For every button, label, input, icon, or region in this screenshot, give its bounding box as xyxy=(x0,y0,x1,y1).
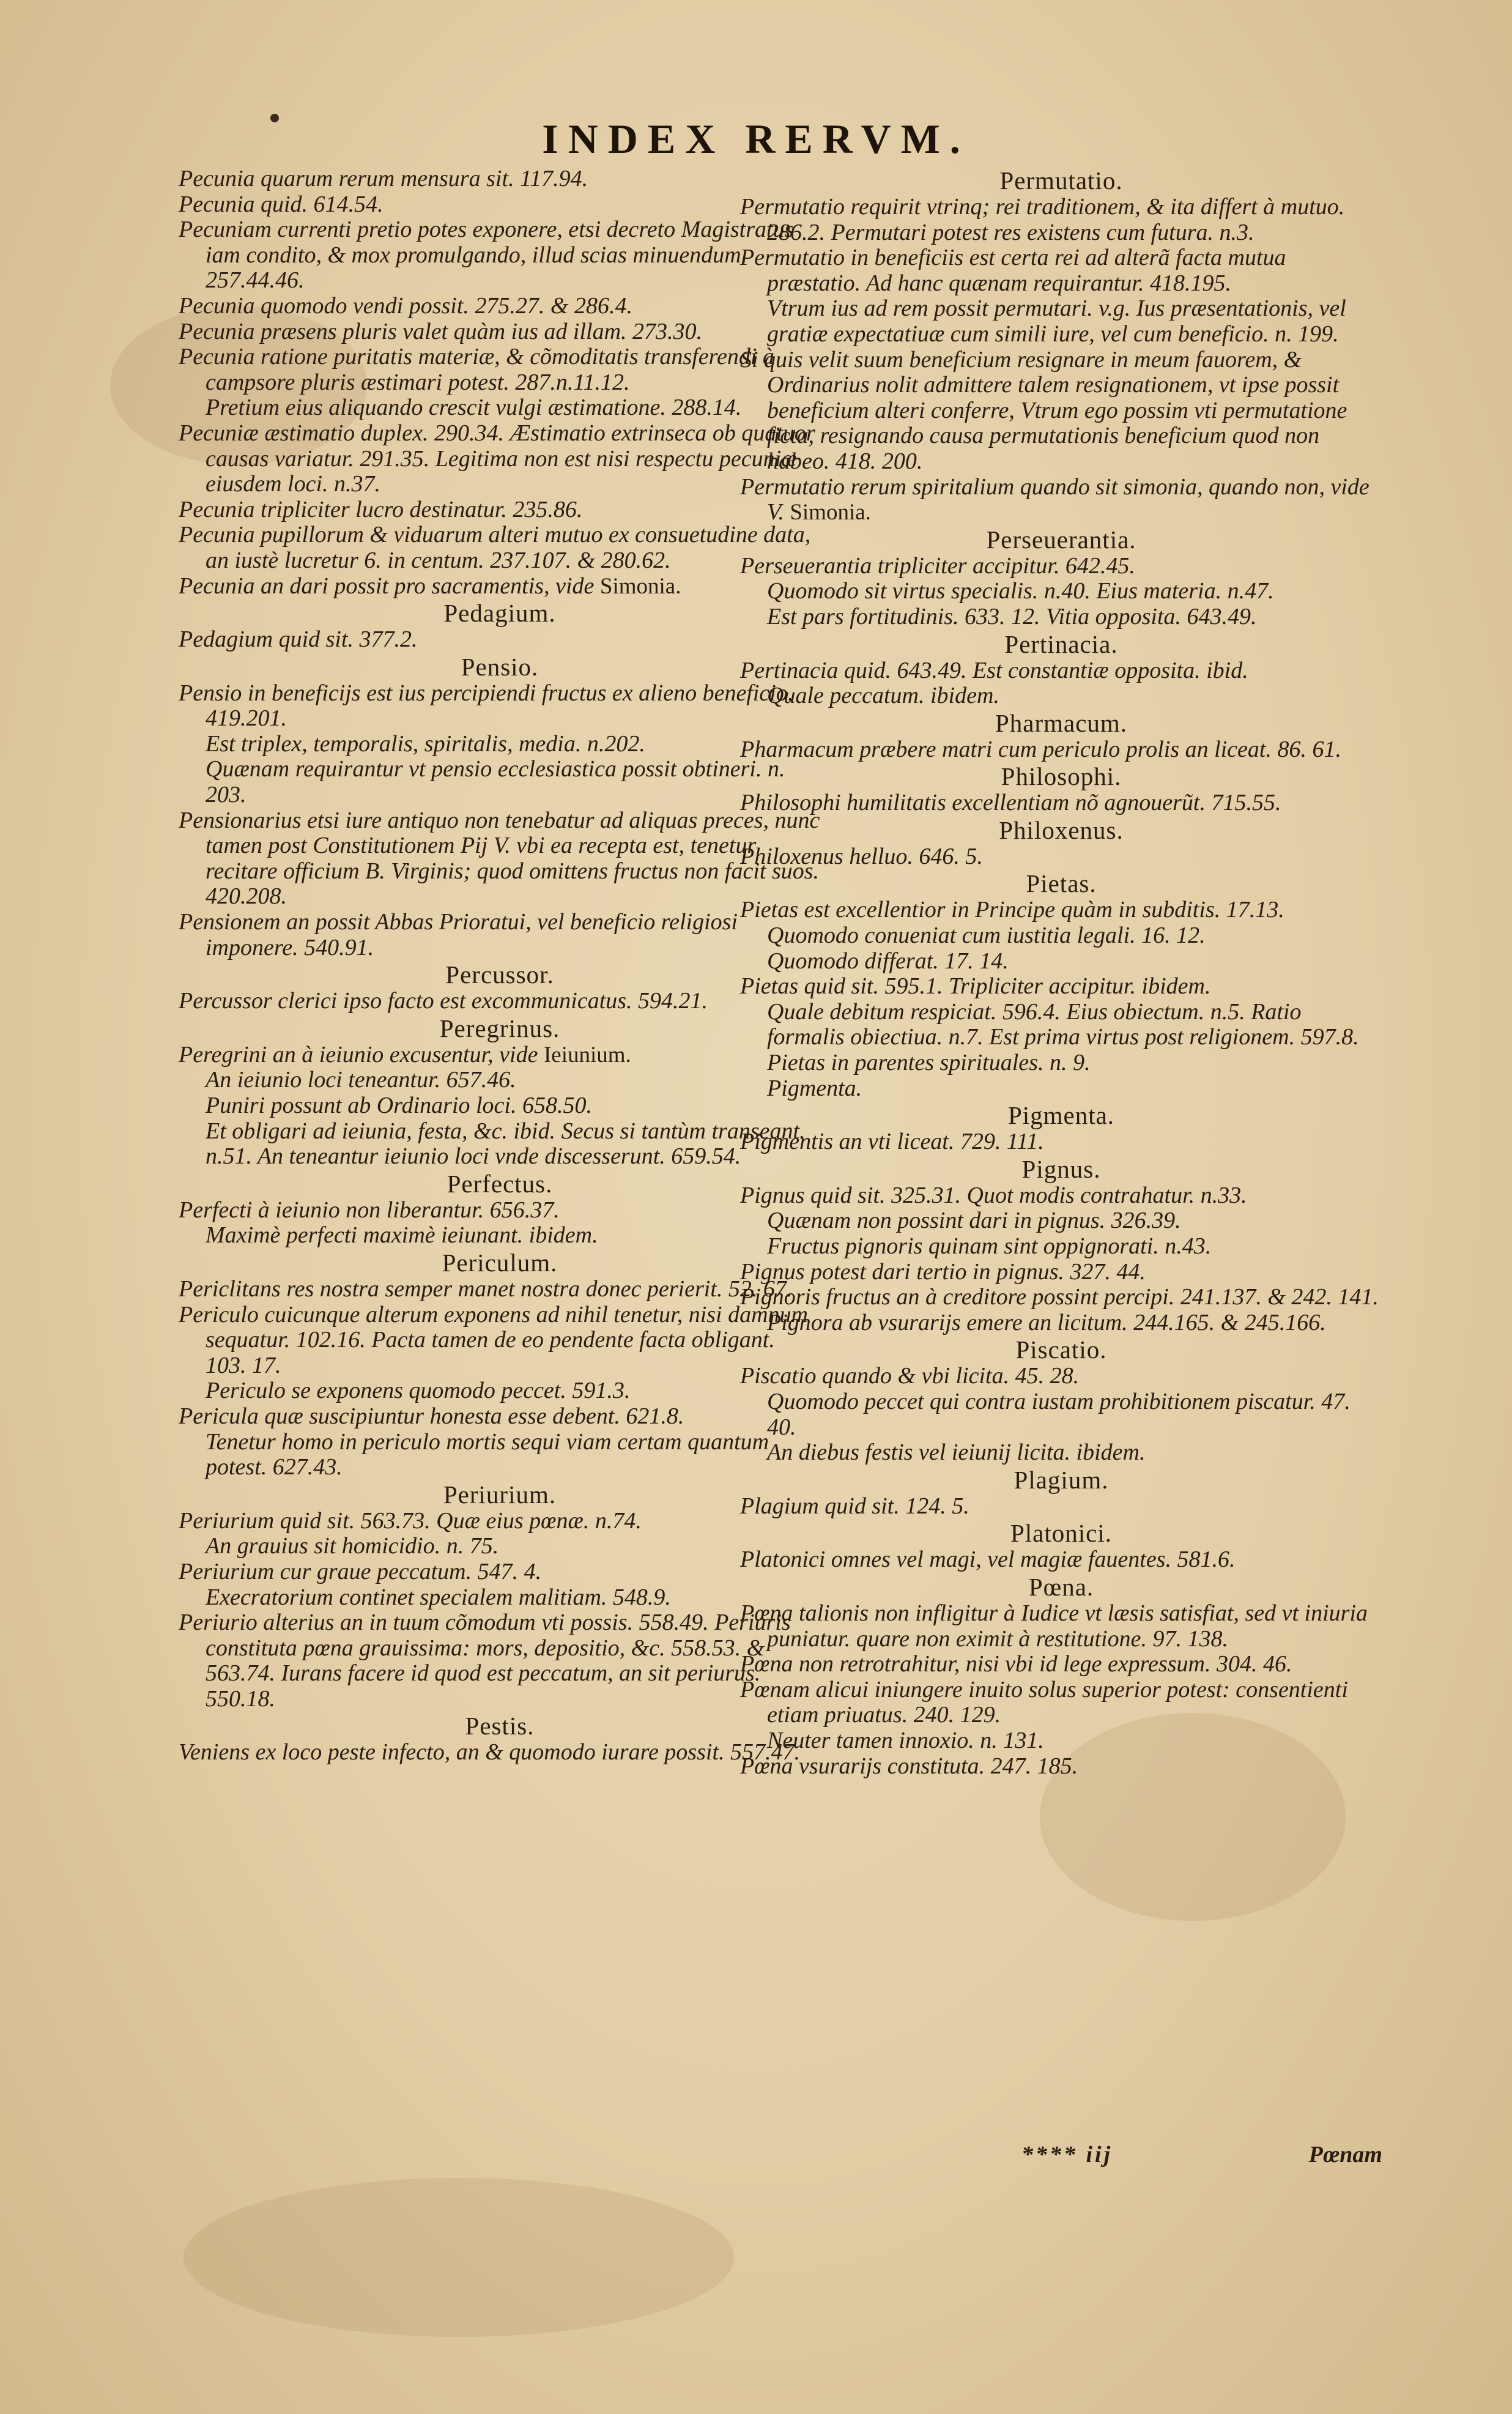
section-heading: Pedagium. xyxy=(443,599,556,628)
index-entry: Veniens ex loco peste infecto, an & quomodo iurare possit. 557.47. xyxy=(179,1739,800,1766)
index-entry: Pigmentis an vti liceat. 729. 111. xyxy=(740,1129,1044,1155)
cross-reference: Simonia. xyxy=(790,500,871,526)
index-entry: Pignus quid sit. 325.31. Quot modis contrahatur. n.33. xyxy=(740,1182,1247,1208)
cross-reference: Simonia. xyxy=(599,573,681,599)
index-entry: Periurio alterius an in tuum cõmodum vti possis. 558.49. Periuris constituta pœna grauissima: mors, depositio, &c. 558.53. & 563.74. Iurans facere id quod est peccatum, an sit periurus. 550.18. xyxy=(179,1610,791,1712)
section-heading: Periurium. xyxy=(443,1480,557,1509)
index-entry: Periurium quid sit. 563.73. Quæ eius pœnæ. n.74. xyxy=(179,1507,642,1534)
index-subentry: Periculo se exponens quomodo peccet. 591.3. xyxy=(206,1378,631,1404)
section-heading: Pignus. xyxy=(1021,1154,1101,1183)
index-subentry: Quale peccatum. ibidem. xyxy=(767,683,999,709)
index-entry: Pecuniam currenti pretio potes exponere, etsi decreto Magistratus iam condito, & mox promulgando, illud scias minuendum. 257.44.46. xyxy=(179,217,794,294)
index-entry: Periculo cuicunque alterum exponens ad nihil tenetur, nisi damnum sequatur. 102.16. Pacta tamen de eo pendente facta obligant. 103. 17. xyxy=(179,1301,808,1378)
index-entry: Periclitans res nostra semper manet nostra donec perierit. 52. 67. xyxy=(179,1276,793,1302)
index-entry: Pecuniæ æstimatio duplex. 290.34. Æstimatio extrinseca ob quatuor causas variatur. 291.35. Legitima non est nisi respectu pecuniæ eiusdem loci. n.37. xyxy=(179,420,815,497)
index-entry: Platonici omnes vel magi, vel magiæ fauentes. 581.6. xyxy=(740,1547,1236,1573)
section-heading: Pœna. xyxy=(1028,1572,1094,1601)
entry-text: Permutatio rerum spiritalium quando sit simonia, quando non, vide V. xyxy=(740,474,1369,526)
index-subentry: Quænam requirantur vt pensio ecclesiastica possit obtineri. n. 203. xyxy=(206,756,785,808)
index-entry: Pietas est excellentior in Principe quàm in subditis. 17.13. xyxy=(740,897,1284,923)
index-subentry: Est pars fortitudinis. 633. 12. Vitia opposita. 643.49. xyxy=(767,603,1257,629)
section-heading: Peregrinus. xyxy=(439,1014,560,1042)
index-subentry: An grauius sit homicidio. n. 75. xyxy=(206,1533,499,1559)
catchword: Pœnam xyxy=(1308,2142,1382,2167)
index-entry xyxy=(179,1042,821,1068)
index-entry: Pœna talionis non infligitur à Iudice vt læsis satisfiat, sed vt iniuria puniatur. quare non eximit à restitutione. 97. 138. xyxy=(740,1600,1368,1652)
cross-reference: Ieiunium. xyxy=(543,1042,631,1068)
index-entry: Pecunia quid. 614.54. xyxy=(179,191,384,217)
section-heading: Pensio. xyxy=(461,652,539,681)
index-entry: Percussor clerici ipso facto est excommunicatus. 594.21. xyxy=(179,988,708,1014)
section-heading: Pietas. xyxy=(1026,869,1097,898)
section-heading: Pestis. xyxy=(465,1712,535,1740)
section-heading: Philoxenus. xyxy=(999,815,1124,844)
index-entry: Pensio in beneficijs est ius percipiendi fructus ex alieno beneficio. 419.201. xyxy=(179,680,794,732)
index-entry: Pecunia ratione puritatis materiæ, & cõmoditatis transferendi à campsore pluris æstimari potest. 287.n.11.12. xyxy=(179,344,774,395)
index-subentry: Pretium eius aliquando crescit vulgi æstimatione. 288.14. xyxy=(206,395,742,421)
section-heading: Perfectus. xyxy=(447,1169,553,1198)
index-subentry: Vtrum ius ad rem possit permutari. v.g. Ius præsentationis, vel gratiæ expectatiuæ cum simili iure, vel cum beneficio. n. 199. xyxy=(767,295,1346,347)
index-subentry: Quomodo conueniat cum iustitia legali. 16. 12. xyxy=(767,923,1206,949)
index-entry: Piscatio quando & vbi licita. 45. 28. xyxy=(740,1363,1080,1389)
index-entry xyxy=(179,574,821,600)
section-heading: Permutatio. xyxy=(999,166,1123,195)
section-heading: Piscatio. xyxy=(1015,1335,1107,1364)
index-entry: Pœnam alicui iniungere inuito solus superior potest: consentienti etiam priuatus. 240. 129. xyxy=(740,1676,1348,1728)
page-header: INDEX RERVM. xyxy=(542,116,970,162)
section-heading: Pertinacia. xyxy=(1004,629,1118,658)
index-entry: Pignoris fructus an à creditore possint percipi. 241.137. & 242. 141. Pignora ab vsurarijs emere an licitum. 244.165. & 245.166. xyxy=(740,1284,1379,1335)
section-heading: Plagium. xyxy=(1014,1465,1109,1494)
index-entry: Perfecti à ieiunio non liberantur. 656.37. xyxy=(179,1197,560,1223)
section-heading: Pigmenta. xyxy=(1007,1101,1115,1130)
index-subentry: Quænam non possint dari in pignus. 326.39. xyxy=(767,1208,1181,1234)
index-entry: Pedagium quid sit. 377.2. xyxy=(179,626,418,653)
index-entry: Philosophi humilitatis excellentiam nõ agnouerũt. 715.55. xyxy=(740,790,1281,816)
index-subentry: Quomodo peccet qui contra iustam prohibitionem piscatur. 47. 40. xyxy=(767,1388,1351,1440)
entry-text: Pecunia an dari possit pro sacramentis, vide xyxy=(179,573,595,599)
index-subentry: An ieiunio loci teneantur. 657.46. xyxy=(206,1067,516,1093)
index-entry: Pecunia præsens pluris valet quàm ius ad illam. 273.30. xyxy=(179,318,703,344)
index-subentry: Fructus pignoris quinam sint oppignorati. n.43. xyxy=(767,1233,1212,1259)
index-subentry: Tenetur homo in periculo mortis sequi viam certam quantum potest. 627.43. xyxy=(206,1428,769,1480)
index-subentry: An diebus festis vel ieiunij licita. ibidem. xyxy=(767,1439,1146,1466)
index-entry: Permutatio in beneficiis est certa rei ad alterã facta mutua præstatio. Ad hanc quænam requirantur. 418.195. xyxy=(740,245,1286,296)
left-column xyxy=(179,166,821,1766)
index-subentry: Neuter tamen innoxio. n. 131. xyxy=(767,1727,1044,1753)
section-heading: Platonici. xyxy=(1010,1519,1112,1548)
index-subentry: Quale debitum respiciat. 596.4. Eius obiectum. n.5. Ratio formalis obiectiua. n.7. Est prima virtus post religionem. 597.8. Pietas in parentes spirituales. n. 9. xyxy=(767,998,1359,1076)
index-subentry: Quomodo sit virtus specialis. n.40. Eius materia. n.47. xyxy=(767,578,1274,604)
section-heading: Periculum. xyxy=(442,1248,558,1277)
section-heading: Percussor. xyxy=(445,960,554,989)
index-subentry: Maximè perfecti maximè ieiunant. ibidem. xyxy=(206,1222,598,1249)
right-column xyxy=(740,166,1382,1779)
index-entry: Si quis velit suum beneficium resignare in meum fauorem, & Ordinarius nolit admittere talem resignationem, vt ipse possit beneficium alteri conferre, Vtrum ego possim vti permutatione ficta, resignando causa permutationis beneficium quod non habeo. 418. 200. xyxy=(740,346,1347,474)
index-subentry: Pigmenta. xyxy=(767,1075,862,1101)
index-entry: Philoxenus helluo. 646. 5. xyxy=(740,843,983,869)
section-heading: Perseuerantia. xyxy=(986,525,1136,554)
index-entry: Pœna non retrotrahitur, nisi vbi id lege expressum. 304. 46. xyxy=(740,1651,1292,1677)
index-entry: Periurium cur graue peccatum. 547. 4. xyxy=(179,1558,542,1584)
section-heading: Philosophi. xyxy=(1001,762,1122,791)
index-entry xyxy=(740,475,1382,526)
index-entry: Pecunia quomodo vendi possit. 275.27. & 286.4. xyxy=(179,292,632,319)
index-entry: Pensionem an possit Abbas Prioratui, vel beneficio religiosi imponere. 540.91. xyxy=(179,909,738,960)
index-entry: Pietas quid sit. 595.1. Tripliciter accipitur. ibidem. xyxy=(740,973,1211,1000)
index-entry: Permutatio requirit vtrinq; rei traditionem, & ita differt à mutuo. 286.2. Permutari potest res existens cum futura. n.3. xyxy=(740,194,1345,245)
index-entry: Pensionarius etsi iure antiquo non tenebatur ad aliquas preces, nunc tamen post Constitutionem Pij V. vbi ea recepta est, tenetur recitare officium B. Virginis; quod omittens fructus non facit suos. 420.208. xyxy=(179,807,820,910)
index-entry: Plagium quid sit. 124. 5. xyxy=(740,1493,969,1519)
index-entry: Pecunia tripliciter lucro destinatur. 235.86. xyxy=(179,496,583,522)
index-subentry: Et obligari ad ieiunia, festa, &c. ibid. Secus si tantùm transeant. n.51. An teneantur ieiunio loci vnde discesserunt. 659.54. xyxy=(206,1118,806,1170)
index-entry: Pœna vsurarijs constituta. 247. 185. xyxy=(740,1753,1078,1779)
index-subentry: Execratorium continet specialem malitiam. 548.9. xyxy=(206,1584,671,1610)
section-heading: Pharmacum. xyxy=(995,708,1128,737)
index-entry: Pertinacia quid. 643.49. Est constantiæ opposita. ibid. xyxy=(740,657,1248,683)
index-entry: Pharmacum præbere matri cum periculo prolis an liceat. 86. 61. xyxy=(740,736,1341,762)
index-entry: Perseuerantia tripliciter accipitur. 642.45. xyxy=(740,552,1135,579)
index-subentry: Est triplex, temporalis, spiritalis, media. n.202. xyxy=(206,730,645,757)
index-entry: Pecunia pupillorum & viduarum alteri mutuo ex consuetudine data, an iustè lucretur 6. in centum. 237.107. & 280.62. xyxy=(179,522,811,573)
signature-mark: **** iij xyxy=(1021,2142,1113,2167)
index-entry: Pecunia quarum rerum mensura sit. 117.94. xyxy=(179,166,588,191)
index-subentry: Quomodo differat. 17. 14. xyxy=(767,948,1009,974)
index-entry: Pericula quæ suscipiuntur honesta esse debent. 621.8. xyxy=(179,1403,684,1429)
index-subentry: Puniri possunt ab Ordinario loci. 658.50. xyxy=(206,1093,592,1118)
entry-text: Peregrini an à ieiunio excusentur, vide xyxy=(179,1041,538,1068)
index-entry: Pignus potest dari tertio in pignus. 327. 44. xyxy=(740,1258,1146,1285)
